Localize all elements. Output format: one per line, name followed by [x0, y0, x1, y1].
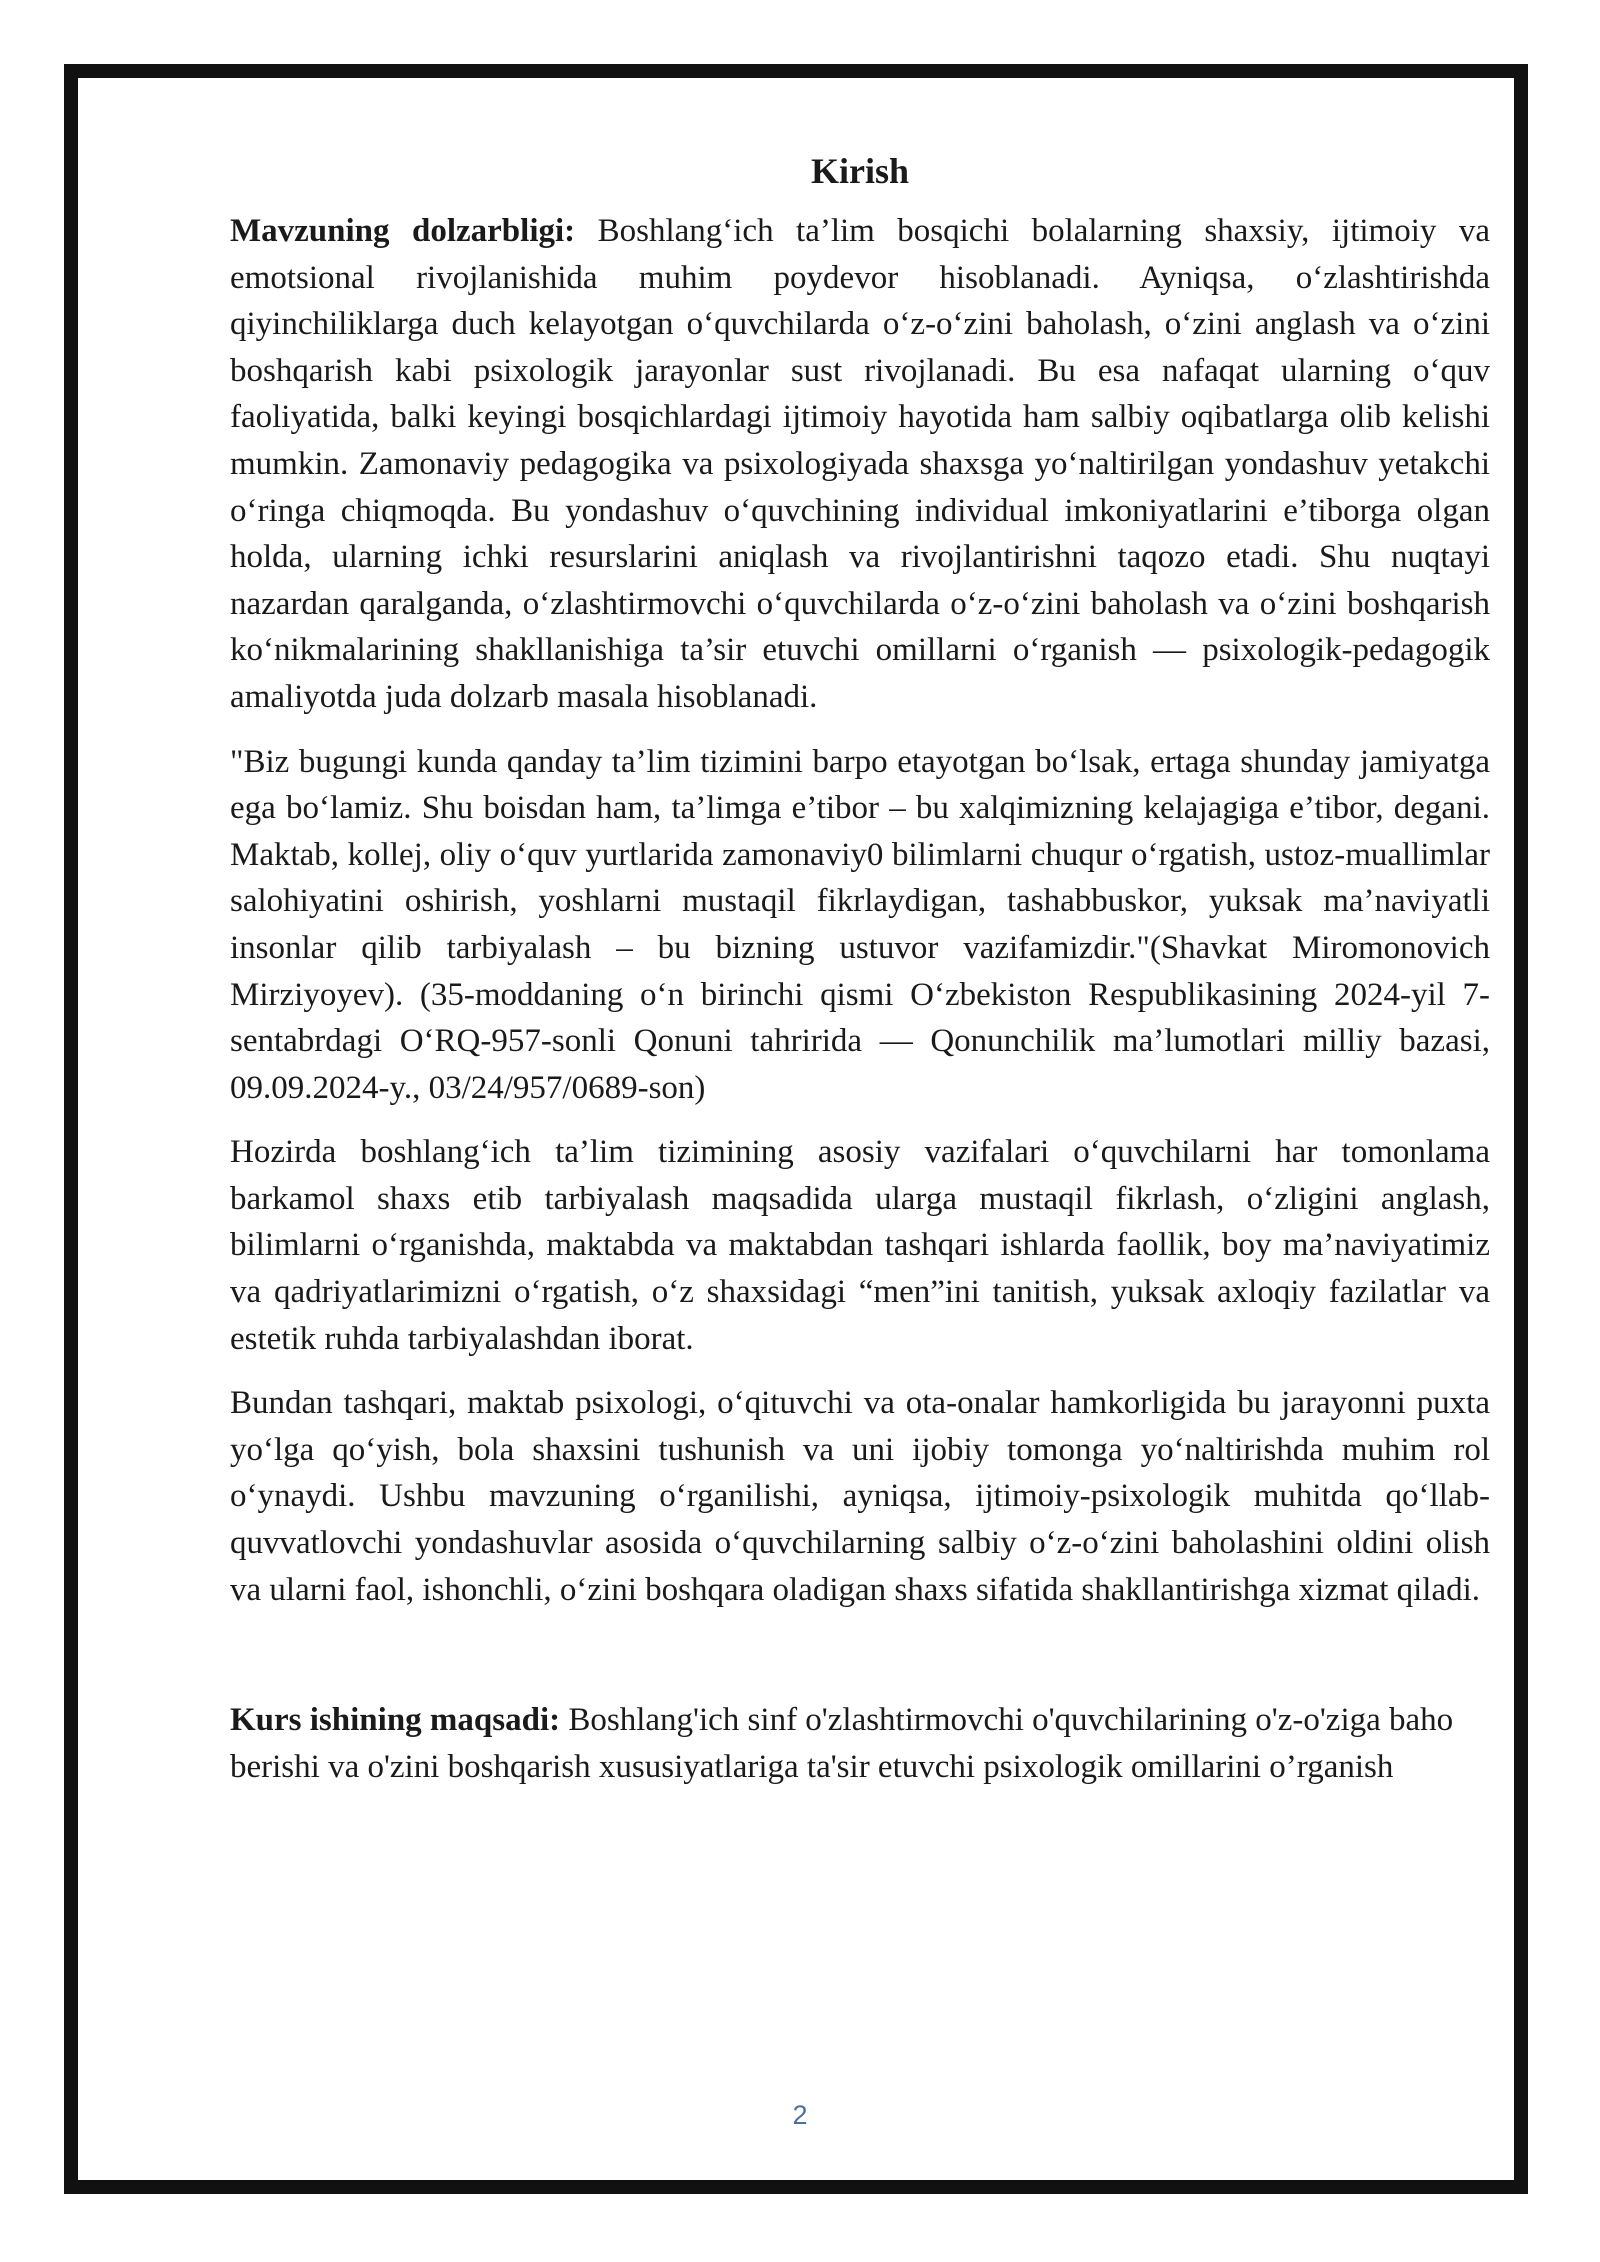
cooperation-text: Bundan tashqari, maktab psixologi, o‘qituvchi va ota-onalar hamkorligida bu jarayonni puxta yo‘lga qo‘yish, bola shaxsini tushunish va uni ijobiy tomonga yo‘naltirishda muhim rol o‘ynaydi. Ushbu mavzuning o‘rganilishi, ayniqsa, ijtimoiy-psixologik muhitda qo‘llab-quvvatlovchi yondashuvlar asosida o‘quvchilarning salbiy o‘z-o‘zini baholashini oldini olish va ularni faol, ishonchli, o‘zini boshqara oladigan shaxs sifatida shakllantirishga xizmat qiladi.	[230, 1385, 1490, 1608]
tasks-text: Hozirda boshlang‘ich ta’lim tizimining asosiy vazifalari o‘quvchilarni har tomonlama barkamol shaxs etib tarbiyalash maqsadida ularga mustaqil fikrlash, o‘zligini anglash, bilimlarni o‘rganishda, maktabda va maktabdan tashqari ishlarda faollik, boy ma’naviyatimiz va qadriyatlarimizni o‘rgatish, o‘z shaxsidagi “men”ini tanitish, yuksak axloqiy fazilatlar va estetik ruhda tarbiyalashdan iborat.	[230, 1134, 1490, 1357]
page-number: 2	[792, 2100, 808, 2130]
relevance-text: Boshlang‘ich ta’lim bosqichi bolalarning shaxsiy, ijtimoiy va emotsional rivojlanishida muhim poydevor hisoblanadi. Ayniqsa, o‘zlashtirishda qiyinchiliklarga duch kelayotgan o‘quvchilarda o‘z-o‘zini baholash, o‘zini anglash va o‘zini boshqarish kabi psixologik jarayonlar sust rivojlanadi. Bu esa nafaqat ularning o‘quv faoliyatida, balki keyingi bosqichlardagi ijtimoiy hayotida ham salbiy oqibatlarga olib kelishi mumkin. Zamonaviy pedagogika va psixologiyada shaxsga yo‘naltirilgan yondashuv yetakchi o‘ringa chiqmoqda. Bu yondashuv o‘quvchining individual imkoniyatlarini e’tiborga olgan holda, ularning ichki resurslarini aniqlash va rivojlantirishni taqozo etadi. Shu nuqtayi nazardan qaralganda, o‘zlashtirmovchi o‘quvchilarda o‘z-o‘zini baholash va o‘zini boshqarish ko‘nikmalarining shakllanishiga ta’sir etuvchi omillarni o‘rganish — psixologik-pedagogik amaliyotda juda dolzarb masala hisoblanadi.	[230, 213, 1490, 715]
goal-label: Kurs ishining maqsadi:	[230, 1702, 561, 1739]
page-title: Kirish	[810, 151, 909, 191]
paragraph-tasks	[230, 1129, 1490, 1362]
paragraph-goal	[230, 1697, 1490, 1790]
relevance-label: Mavzuning dolzarbligi:	[230, 213, 576, 249]
paragraph-relevance	[230, 208, 1490, 721]
quote-text: "Biz bugungi kunda qanday ta’lim tizimini barpo etayotgan bo‘lsak, ertaga shunday jamiyatga ega bo‘lamiz. Shu boisdan ham, ta’limga e’tibor – bu xalqimizning kelajagiga e’tibor, degani. Maktab, kollej, oliy o‘quv yurtlarida zamonaviy0 bilimlarni chuqur o‘rgatish, ustoz-muallimlar salohiyatini oshirish, yoshlarni mustaqil fikrlaydigan, tashabbuskor, yuksak ma’naviyatli insonlar qilib tarbiyalash – bu bizning ustuvor vazifamizdir."(Shavkat Miromonovich Mirziyoyev). (35-moddaning o‘n birinchi qismi O‘zbekiston Respublikasining 2024-yil 7-sentabrdagi O‘RQ-957-sonli Qonuni tahririda — Qonunchilik ma’lumotlari milliy bazasi, 09.09.2024-y., 03/24/957/0689-son)	[230, 743, 1490, 1106]
spacer	[230, 1631, 1490, 1697]
paragraph-cooperation	[230, 1380, 1490, 1613]
document-body	[230, 148, 1490, 1808]
goal-text: Boshlang'ich sinf o'zlashtirmovchi o'quvchilarining o'z-o'ziga baho berishi va o'zini boshqarish xususiyatlariga ta'sir etuvchi psixologik omillarini o’rganish	[230, 1702, 1454, 1785]
paragraph-quote	[230, 739, 1490, 1112]
